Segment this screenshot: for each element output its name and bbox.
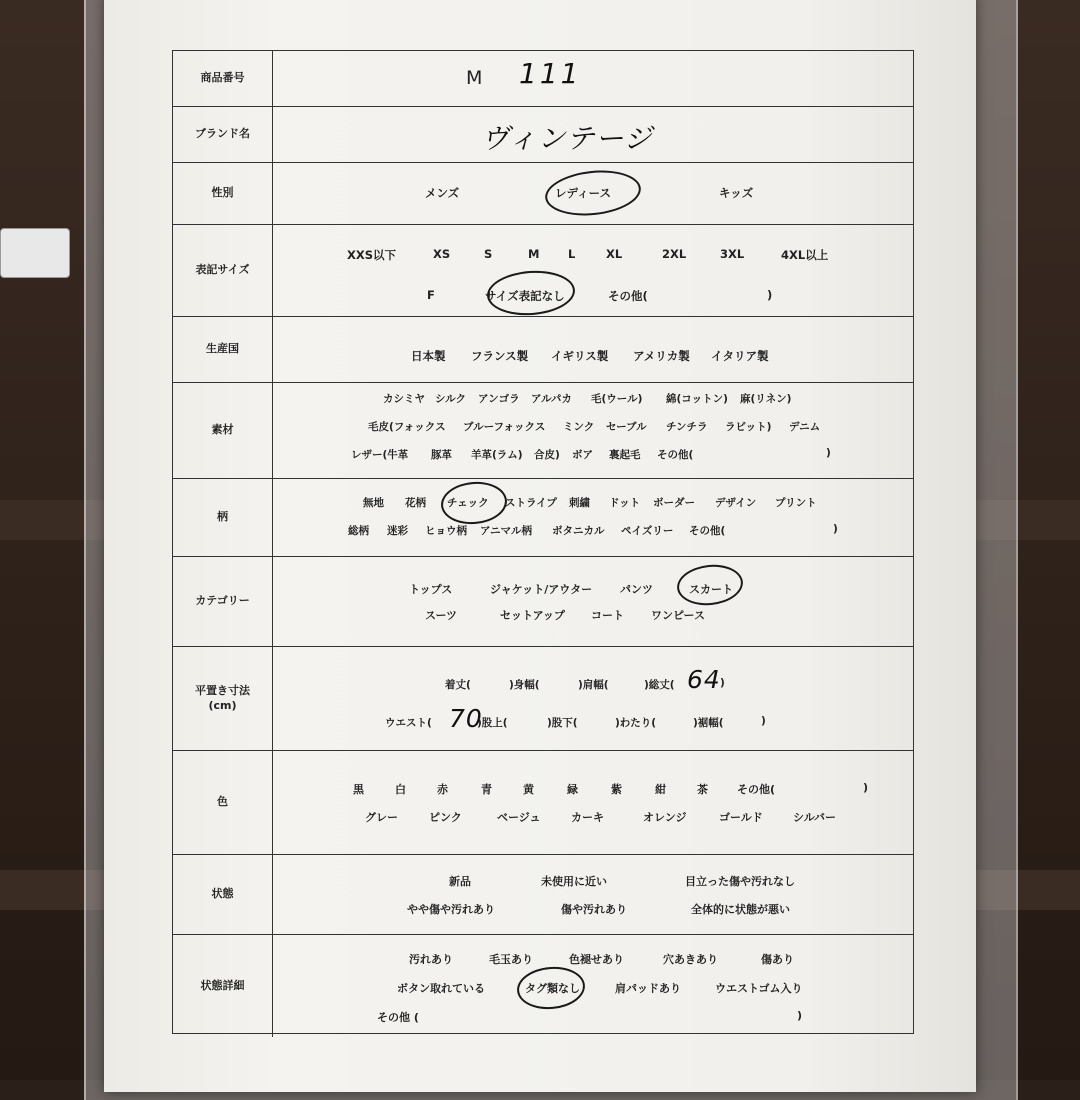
label-detail: 状態詳細 (173, 935, 273, 1037)
size-xxs: XXS以下 (347, 248, 397, 262)
color-black: 黒 (353, 783, 364, 796)
material-pig: 豚革 (431, 449, 452, 461)
pattern-dot: ドット (609, 497, 641, 509)
origin-france: フランス製 (471, 349, 529, 363)
label-gender: 性別 (173, 163, 273, 225)
size-xl: XL (606, 247, 623, 261)
size-m: M (528, 247, 540, 261)
pattern-design: デザイン (715, 497, 757, 509)
color-beige: ベージュ (497, 811, 541, 824)
detail-stains: 汚れあり (409, 953, 453, 966)
gender-selected-circle (543, 166, 643, 220)
pattern-border: ボーダー (653, 497, 695, 509)
measure-unit: (cm) (208, 698, 237, 712)
size-4xl: 4XL以上 (781, 248, 829, 262)
category-suit: スーツ (425, 609, 458, 622)
material-cotton: 綿(コットン) (666, 393, 728, 405)
pattern-plain: 無地 (363, 497, 384, 509)
origin-uk: イギリス製 (551, 349, 609, 363)
color-other-close: ) (863, 781, 869, 794)
value-brand (273, 107, 913, 163)
material-leather-cow: レザー(牛革 (351, 449, 409, 461)
material-fur-fox: 毛皮(フォックス (368, 421, 446, 433)
value-pattern (273, 479, 913, 557)
color-khaki: カーキ (571, 811, 604, 824)
pattern-camo: 迷彩 (387, 525, 408, 537)
material-other-close: ) (826, 447, 831, 459)
category-onepiece: ワンピース (651, 609, 706, 622)
gender-option-mens: メンズ (425, 186, 460, 200)
background-sticker (0, 228, 70, 278)
material-linen: 麻(リネン) (740, 393, 792, 405)
measure-thigh: )わたり( (615, 717, 657, 729)
category-coat: コート (591, 609, 624, 622)
measure-total-handwritten: 64 (687, 665, 721, 694)
detail-elastic-waist: ウエストゴム入り (715, 982, 803, 995)
material-blue-fox: ブルーフォックス (463, 421, 546, 433)
origin-japan: 日本製 (411, 349, 446, 363)
detail-scratches: 傷あり (761, 953, 794, 966)
measure-shoulder: )肩幅( (578, 679, 609, 691)
detail-other: その他 ( (377, 1011, 419, 1024)
value-condition (273, 855, 913, 935)
size-s: S (484, 247, 493, 261)
color-orange: オレンジ (643, 811, 687, 824)
material-brushed: 裏起毛 (609, 449, 641, 461)
measure-waist: ウエスト( (385, 717, 432, 729)
value-origin (273, 317, 913, 383)
color-white: 白 (395, 783, 406, 796)
measure-inseam: )股下( (547, 717, 578, 729)
material-denim: デニム (789, 421, 821, 433)
color-green: 緑 (567, 783, 578, 796)
category-jacket: ジャケット/アウター (490, 583, 593, 596)
size-xs: XS (433, 247, 451, 261)
label-pattern: 柄 (173, 479, 273, 557)
origin-italy: イタリア製 (711, 349, 769, 363)
pattern-embroidery: 刺繍 (569, 497, 590, 509)
color-gold: ゴールド (719, 811, 763, 824)
pattern-other: その他( (689, 525, 726, 537)
measure-label: 平置き寸法 (195, 684, 250, 698)
color-pink: ピンク (429, 811, 462, 824)
color-other: その他( (737, 783, 776, 796)
pattern-botanical: ボタニカル (552, 525, 605, 537)
material-mink: ミンク (563, 421, 595, 433)
detail-other-close: ) (797, 1009, 803, 1022)
value-size (273, 225, 913, 317)
material-wool: 毛(ウール) (591, 393, 643, 405)
pattern-leopard: ヒョウ柄 (425, 525, 467, 537)
label-measure (173, 647, 273, 751)
pattern-selected-circle (439, 479, 508, 527)
size-2xl: 2XL (662, 247, 687, 261)
detail-fading: 色褪せあり (569, 953, 624, 966)
material-cashmere: カシミヤ (383, 393, 425, 405)
label-brand: ブランド名 (173, 107, 273, 163)
pattern-floral: 花柄 (405, 497, 426, 509)
detail-no-tags: タグ類なし (525, 982, 580, 995)
label-origin: 生産国 (173, 317, 273, 383)
label-material: 素材 (173, 383, 273, 479)
brand-handwritten: ヴィンテージ (481, 122, 653, 155)
size-other-close: ) (767, 288, 773, 302)
detail-holes: 穴あきあり (663, 953, 718, 966)
material-sable: セーブル (606, 421, 647, 433)
condition-no-marks: 目立った傷や汚れなし (685, 875, 795, 888)
size-l: L (568, 247, 576, 261)
size-f: F (427, 288, 435, 302)
measure-width: )身幅( (509, 679, 540, 691)
condition-poor: 全体的に状態が悪い (691, 903, 790, 916)
pattern-stripe: ストライプ (505, 497, 557, 509)
origin-usa: アメリカ製 (633, 349, 690, 363)
label-size: 表記サイズ (173, 225, 273, 317)
pattern-paisley: ペイズリー (621, 525, 674, 537)
label-condition: 状態 (173, 855, 273, 935)
color-red: 赤 (437, 783, 448, 796)
material-rabbit: ラビット) (725, 421, 772, 433)
label-color: 色 (173, 751, 273, 855)
material-chinchilla: チンチラ (666, 421, 708, 433)
category-pants: パンツ (620, 583, 653, 596)
material-synthetic: 合皮) (534, 449, 560, 461)
color-navy: 紺 (655, 783, 666, 796)
size-no-label: サイズ表記なし (485, 289, 565, 303)
color-gray: グレー (365, 811, 398, 824)
material-alpaca: アルパカ (531, 393, 572, 405)
material-silk: シルク (435, 393, 467, 405)
pattern-check: チェック (447, 497, 489, 509)
measure-hem: )裾幅( (693, 717, 724, 729)
measure-waist-handwritten: 70 (449, 704, 483, 733)
material-boa: ボア (572, 449, 593, 461)
product-form (172, 50, 914, 1034)
value-material (273, 383, 913, 479)
size-other: その他( (608, 289, 648, 303)
color-silver: シルバー (793, 811, 836, 824)
gender-option-kids: キッズ (719, 186, 754, 200)
label-item-no: 商品番号 (173, 51, 273, 107)
condition-new: 新品 (449, 875, 471, 888)
color-brown: 茶 (697, 783, 708, 796)
label-category: カテゴリー (173, 557, 273, 647)
size-3xl: 3XL (720, 247, 745, 261)
measure-length: 着丈( (445, 679, 471, 691)
size-selected-circle (486, 268, 577, 318)
value-gender (273, 163, 913, 225)
color-blue: 青 (481, 783, 492, 796)
condition-near-new: 未使用に近い (541, 875, 607, 888)
pattern-print: プリント (775, 497, 817, 509)
condition-some-marks: やや傷や汚れあり (407, 903, 495, 916)
value-measure (273, 647, 913, 751)
measure-rise: )股上( (477, 717, 508, 729)
gender-option-ladies: レディース (555, 186, 612, 200)
pattern-allover: 総柄 (348, 525, 369, 537)
material-angora: アンゴラ (478, 393, 520, 405)
value-detail (273, 935, 913, 1037)
measure-total-close: ) (720, 677, 725, 689)
material-lamb: 羊革(ラム) (471, 449, 523, 461)
detail-shoulder-pads: 肩パッドあり (615, 982, 681, 995)
value-item-no (273, 51, 913, 107)
detail-pilling: 毛玉あり (489, 953, 533, 966)
condition-marks: 傷や汚れあり (561, 903, 627, 916)
measure-hem-close: ) (761, 715, 766, 727)
color-yellow: 黄 (523, 783, 534, 796)
item-no-prefix: M (466, 67, 483, 89)
pattern-animal: アニマル柄 (480, 525, 532, 537)
pattern-other-close: ) (833, 523, 838, 535)
detail-button-missing: ボタン取れている (397, 982, 485, 995)
category-tops: トップス (409, 583, 453, 596)
value-category (273, 557, 913, 647)
detail-selected-circle (515, 964, 586, 1012)
material-other: その他( (657, 449, 694, 461)
category-setup: セットアップ (500, 609, 565, 622)
category-selected-circle (675, 562, 745, 609)
category-skirt: スカート (689, 583, 733, 596)
measure-total: )総丈( (644, 679, 675, 691)
item-no-handwritten: 111 (519, 57, 582, 90)
color-purple: 紫 (611, 783, 622, 796)
value-color (273, 751, 913, 855)
